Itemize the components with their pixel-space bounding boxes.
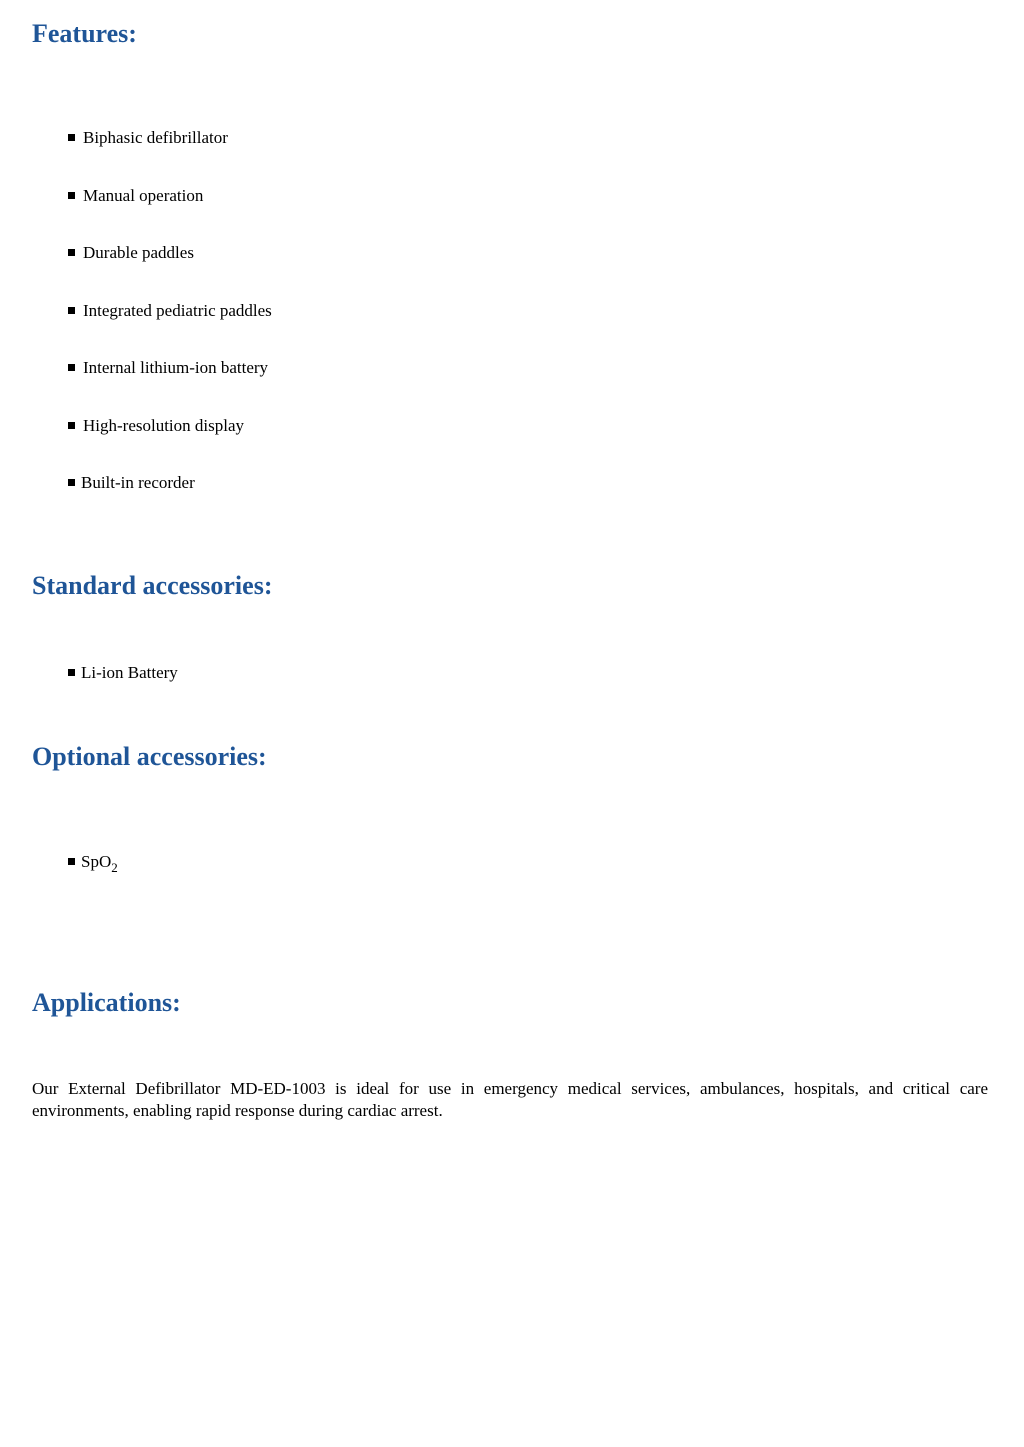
square-bullet-icon: [68, 307, 75, 314]
square-bullet-icon: [68, 422, 75, 429]
feature-item-text: Manual operation: [83, 186, 204, 205]
subscript-text: 2: [111, 860, 118, 875]
feature-item: [68, 357, 268, 379]
feature-item: [68, 472, 195, 494]
square-bullet-icon: [68, 669, 75, 676]
feature-item-text: Internal lithium-ion battery: [83, 358, 269, 377]
feature-item-text: Biphasic defibrillator: [83, 128, 228, 147]
feature-item-text: Durable paddles: [83, 243, 194, 262]
applications-heading: Applications:: [32, 988, 181, 1017]
optional-accessories-heading: Optional accessories:: [32, 742, 267, 771]
optional-accessory-text: SpO: [81, 852, 112, 871]
optional-accessory-item: [68, 851, 118, 873]
features-heading: Features:: [32, 19, 137, 48]
feature-item: [68, 415, 244, 437]
standard-accessory-item: [68, 662, 178, 684]
square-bullet-icon: [68, 134, 75, 141]
square-bullet-icon: [68, 479, 75, 486]
feature-item: [68, 300, 272, 322]
applications-paragraph: Our External Defibrillator MD-ED-1003 is ideal for use in emergency medical services, ambulances, hospitals, and critical care environments, enabling rapid response during cardiac arrest.: [32, 1079, 988, 1120]
standard-accessories-heading: Standard accessories:: [32, 571, 273, 600]
standard-accessory-text: Li-ion Battery: [81, 663, 178, 682]
feature-item: [68, 127, 228, 149]
feature-item-text: High-resolution display: [83, 416, 245, 435]
square-bullet-icon: [68, 192, 75, 199]
square-bullet-icon: [68, 364, 75, 371]
feature-item-text: Built-in recorder: [81, 473, 195, 492]
square-bullet-icon: [68, 858, 75, 865]
feature-item: [68, 242, 194, 264]
square-bullet-icon: [68, 249, 75, 256]
feature-item-text: Integrated pediatric paddles: [83, 301, 272, 320]
feature-item: [68, 185, 203, 207]
